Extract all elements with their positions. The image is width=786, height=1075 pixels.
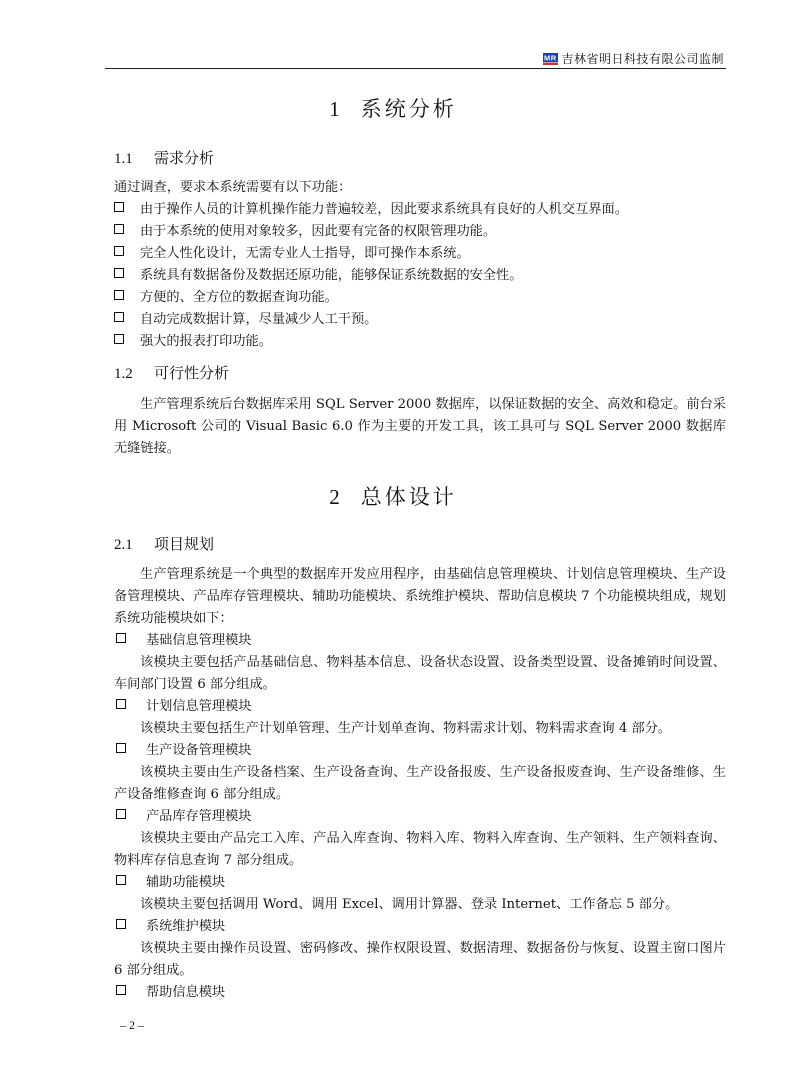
subsection-2-1-heading [114,533,214,554]
module-description: 该模块主要包括产品基础信息、物料基本信息、设备状态设置、设备类型设置、设备摊销时间设置、车间部门设置 6 部分组成。 [114,655,726,692]
requirement-item: 强大的报表打印功能。 [114,331,272,353]
module-heading: 系统维护模块 [114,916,225,938]
checkbox-bullet-icon [114,224,124,234]
checkbox-bullet-icon [114,268,124,278]
subsection-2-1-number: 2.1 [114,537,133,553]
section-1-heading [0,93,786,123]
checkbox-bullet-icon [116,743,126,753]
section-1-title: 系统分析 [360,97,457,121]
checkbox-bullet-icon [114,202,124,212]
module-description: 该模块主要包括调用 Word、调用 Excel、调用计算器、登录 Internet、工作备忘 5 部分。 [140,897,679,912]
checkbox-bullet-icon [114,246,124,256]
checkbox-bullet-icon [116,699,126,709]
module-description: 该模块主要包括生产计划单管理、生产计划单查询、物料需求计划、物料需求查询 4 部分。 [140,721,672,736]
page-header [543,50,724,67]
requirement-item: 由于操作人员的计算机操作能力普遍较差，因此要求系统具有良好的人机交互界面。 [114,199,628,221]
subsection-1-2-title: 可行性分析 [154,364,230,382]
module-heading: 帮助信息模块 [114,982,225,1004]
checkbox-bullet-icon [116,875,126,885]
module-heading: 产品库存管理模块 [114,806,252,828]
module-heading: 计划信息管理模块 [114,696,252,718]
module-heading: 生产设备管理模块 [114,740,252,762]
module-description: 该模块主要由生产设备档案、生产设备查询、生产设备报废、生产设备报废查询、生产设备维修、生产设备维修查询 6 部分组成。 [114,765,726,802]
subsection-2-1-title: 项目规划 [154,535,215,553]
subsection-1-2-heading [114,362,229,383]
module-description: 该模块主要由操作员设置、密码修改、操作权限设置、数据清理、数据备份与恢复、设置主窗口图片 6 部分组成。 [114,941,726,978]
subsection-1-1-title: 需求分析 [154,149,215,167]
subsection-1-1-number: 1.1 [114,151,133,167]
requirement-item: 系统具有数据备份及数据还原功能，能够保证系统数据的安全性。 [114,265,522,287]
section-2-heading [0,481,786,511]
checkbox-bullet-icon [114,334,124,344]
checkbox-bullet-icon [116,633,126,643]
checkbox-bullet-icon [114,290,124,300]
section-2-number: 2 [329,485,343,509]
subsection-1-2-number: 1.2 [114,366,133,382]
mr-logo-icon [543,53,558,65]
requirement-item: 自动完成数据计算，尽量减少人工干预。 [114,309,377,331]
section-2-title: 总体设计 [360,485,457,509]
checkbox-bullet-icon [114,312,124,322]
page-number: – 2 – [120,1018,144,1032]
header-divider [105,68,726,69]
feasibility-paragraph: 生产管理系统后台数据库采用 SQL Server 2000 数据库，以保证数据的安全、高效和稳定。前台采用 Microsoft 公司的 Visual Basic 6.0 作为主要的开发工具，该工具可与 SQL Server 2000 数据库无缝链接。 [114,397,726,456]
requirements-intro: 通过调查，要求本系统需要有以下功能： [114,180,352,195]
svg-text:MR: MR [544,53,558,62]
checkbox-bullet-icon [116,809,126,819]
project-plan-intro: 生产管理系统是一个典型的数据库开发应用程序，由基础信息管理模块、计划信息管理模块、生产设备管理模块、产品库存管理模块、辅助功能模块、系统维护模块、帮助信息模块 7 个功能模块组成，规划系统功能模块如下： [114,567,726,626]
subsection-1-1-heading [114,147,214,168]
publisher-text: 吉林省明日科技有限公司监制 [561,52,724,66]
requirement-item: 由于本系统的使用对象较多，因此要有完备的权限管理功能。 [114,221,496,243]
checkbox-bullet-icon [116,985,126,995]
module-heading: 基础信息管理模块 [114,630,252,652]
checkbox-bullet-icon [116,919,126,929]
section-1-number: 1 [329,97,343,121]
module-heading: 辅助功能模块 [114,872,225,894]
requirement-item: 方便的、全方位的数据查询功能。 [114,287,338,309]
requirement-item: 完全人性化设计，无需专业人士指导，即可操作本系统。 [114,243,470,265]
module-description: 该模块主要由产品完工入库、产品入库查询、物料入库、物料入库查询、生产领料、生产领料查询、物料库存信息查询 7 部分组成。 [114,831,726,868]
